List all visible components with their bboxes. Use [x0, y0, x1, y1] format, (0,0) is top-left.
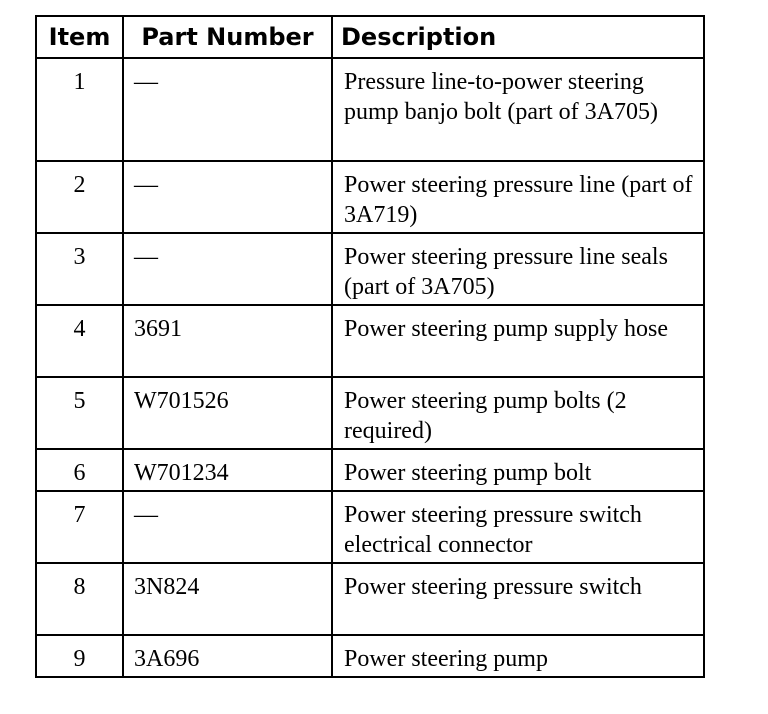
table-row — [36, 233, 704, 305]
table-row — [36, 58, 704, 161]
header-row — [36, 16, 704, 58]
parts-table — [35, 15, 705, 678]
item-cell: 4 — [36, 305, 123, 377]
header-part-number: Part Number — [123, 16, 332, 58]
part-number-cell: 3N824 — [123, 563, 332, 635]
table-row — [36, 563, 704, 635]
part-number-cell: — — [123, 233, 332, 305]
item-cell: 9 — [36, 635, 123, 677]
item-cell: 8 — [36, 563, 123, 635]
item-cell: 3 — [36, 233, 123, 305]
item-cell: 1 — [36, 58, 123, 161]
description-cell: Power steering pump supply hose — [332, 305, 704, 377]
part-number-cell: — — [123, 491, 332, 563]
part-number-cell: W701526 — [123, 377, 332, 449]
description-cell: Power steering pump — [332, 635, 704, 677]
part-number-cell: W701234 — [123, 449, 332, 491]
description-cell: Power steering pressure line seals (part of 3A705) — [332, 233, 704, 305]
description-cell: Power steering pump bolt — [332, 449, 704, 491]
part-number-cell: 3A696 — [123, 635, 332, 677]
table-row — [36, 491, 704, 563]
table-row — [36, 635, 704, 677]
table-row — [36, 161, 704, 233]
description-cell: Power steering pressure switch electrical connector — [332, 491, 704, 563]
description-cell: Power steering pressure switch — [332, 563, 704, 635]
table-row — [36, 305, 704, 377]
item-cell: 5 — [36, 377, 123, 449]
description-cell: Power steering pressure line (part of 3A719) — [332, 161, 704, 233]
part-number-cell: — — [123, 58, 332, 161]
description-cell: Pressure line-to-power steering pump banjo bolt (part of 3A705) — [332, 58, 704, 161]
table-row — [36, 377, 704, 449]
description-cell: Power steering pump bolts (2 required) — [332, 377, 704, 449]
header-description: Description — [332, 16, 704, 58]
part-number-cell: 3691 — [123, 305, 332, 377]
item-cell: 7 — [36, 491, 123, 563]
table-row — [36, 449, 704, 491]
item-cell: 6 — [36, 449, 123, 491]
item-cell: 2 — [36, 161, 123, 233]
header-item: Item — [36, 16, 123, 58]
part-number-cell: — — [123, 161, 332, 233]
